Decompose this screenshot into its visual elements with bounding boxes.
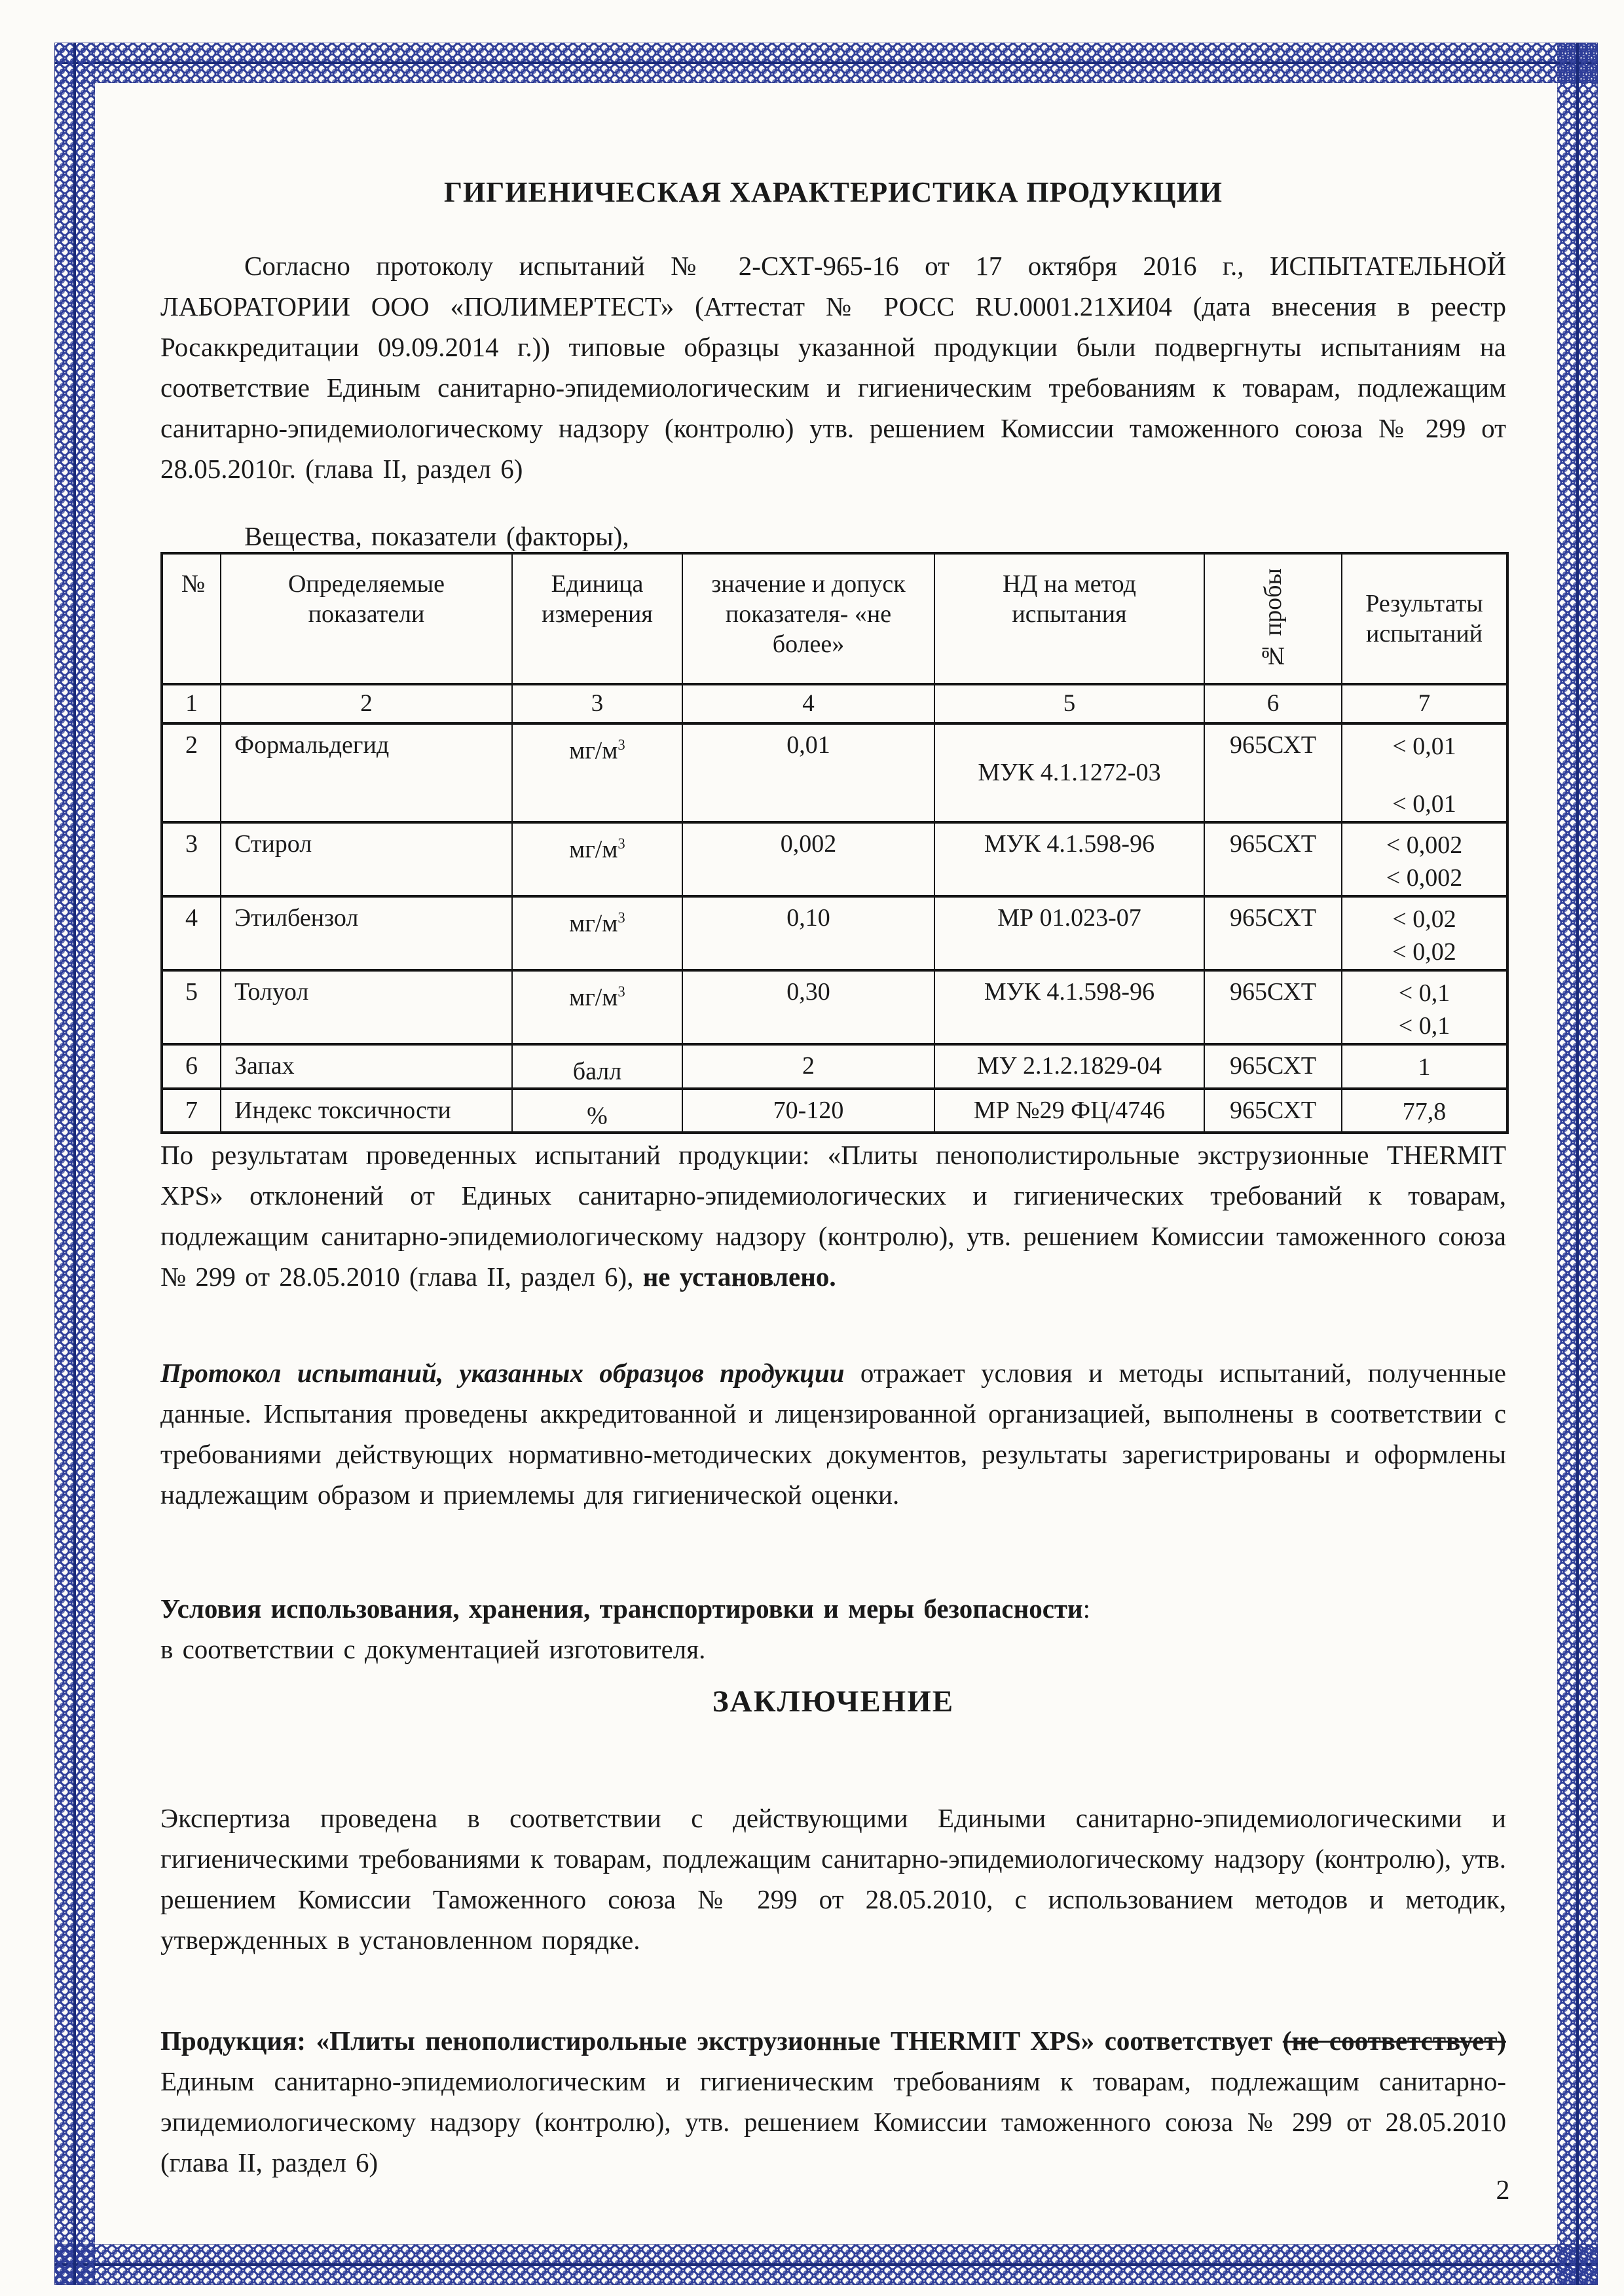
border-top-band xyxy=(54,43,1598,83)
protocol-lead-text: Протокол испытаний, указанных образцов продукции xyxy=(160,1358,845,1388)
sample-cell: 965СХТ xyxy=(1204,896,1342,970)
table-row xyxy=(162,1089,1507,1133)
product-paragraph xyxy=(160,2020,1506,2183)
indicator-cell: Формальдегид xyxy=(221,723,512,822)
conclusion-heading: ЗАКЛЮЧЕНИЕ xyxy=(712,1685,955,1719)
header-sample xyxy=(1204,553,1342,684)
row-num: 5 xyxy=(162,970,221,1044)
colnum-1: 1 xyxy=(162,684,221,723)
expertise-paragraph: Экспертиза проведена в соответствии с действующими Едиными санитарно-эпидемиологическими и гигиеническими требованиями к товарам, подлежащим санитарно-эпидемиологическому надзору (контролю), утв. решением Комиссии Таможенного союза № 299 от 28.05.2010, с использованием методов и методик, утвержденных в установленном порядке. xyxy=(160,1803,1506,1955)
indicator-cell: Этилбензол xyxy=(221,896,512,970)
unit-base: мг/м xyxy=(569,737,618,765)
table-header-row xyxy=(162,553,1507,684)
limit-cell: 0,30 xyxy=(682,970,934,1044)
unit-sup: 3 xyxy=(618,909,625,926)
result-line: 77,8 xyxy=(1402,1097,1447,1125)
result-line: < 0,02 xyxy=(1392,905,1456,933)
unit-cell xyxy=(512,896,682,970)
method-cell: МУК 4.1.598-96 xyxy=(934,970,1204,1044)
result-line: < 0,01 xyxy=(1392,733,1456,760)
method-cell: МУК 4.1.598-96 xyxy=(934,822,1204,896)
result-cell xyxy=(1342,1044,1507,1089)
protocol-paragraph xyxy=(160,1353,1506,1515)
result-cell xyxy=(1342,896,1507,970)
unit-sup: 3 xyxy=(618,835,625,852)
table-row xyxy=(162,970,1507,1044)
results-paragraph xyxy=(160,1135,1506,1297)
indicator-cell: Толуол xyxy=(221,970,512,1044)
unit-base: мг/м xyxy=(569,983,618,1011)
colnum-7: 7 xyxy=(1342,684,1507,723)
result-line: < 0,01 xyxy=(1392,790,1456,818)
border-right-band xyxy=(1557,43,1598,2285)
unit-base: мг/м xyxy=(569,909,618,938)
indicator-cell: Запах xyxy=(221,1044,512,1089)
colnum-4: 4 xyxy=(682,684,934,723)
conditions-heading-line xyxy=(160,1588,1506,1629)
limit-cell: 0,002 xyxy=(682,822,934,896)
product-lead-text: Продукция: «Плиты пенополистирольные экструзионные THERMIT XPS» соответствует xyxy=(160,2026,1283,2056)
protocol-rest-text: отражает условия и методы испытаний, полученные данные. Испытания проведены аккредитованной и лицензированной организацией, выполнены в соответствии с требованиями действующих нормативно-методических документов, результаты зарегистрированы и оформлены надлежащим образом и приемлемы для гигиенической оценки. xyxy=(160,1358,1507,1510)
sample-cell: 965СХТ xyxy=(1204,970,1342,1044)
substances-caption: Вещества, показатели (факторы), xyxy=(244,521,629,551)
border-bottom-band xyxy=(54,2244,1598,2285)
colnum-5: 5 xyxy=(934,684,1204,723)
unit-cell xyxy=(512,822,682,896)
sample-cell: 965СХТ xyxy=(1204,1044,1342,1089)
table-row xyxy=(162,1044,1507,1089)
result-cell xyxy=(1342,970,1507,1044)
unit-base: мг/м xyxy=(569,835,618,864)
row-num: 7 xyxy=(162,1089,221,1133)
table-row xyxy=(162,896,1507,970)
header-number: № xyxy=(162,553,221,684)
method-cell: МР 01.023-07 xyxy=(934,896,1204,970)
not-established-text: не установлено. xyxy=(642,1262,836,1292)
sample-cell: 965СХТ xyxy=(1204,723,1342,822)
results-text: По результатам проведенных испытаний продукции: «Плиты пенополистирольные экструзионные THERMIT XPS» отклонений от Единых санитарно-эпидемиологических и гигиенических требований к товарам, подлежащим санитарно-эпидемиологическому надзору (контролю), утв. решением Комиссии таможенного союза № 299 от 28.05.2010 (глава II, раздел 6), xyxy=(160,1140,1506,1292)
result-line: 1 xyxy=(1418,1053,1431,1081)
unit-cell xyxy=(512,970,682,1044)
sample-header-vertical-text: № пробы xyxy=(1259,568,1287,670)
method-cell: МУ 2.1.2.1829-04 xyxy=(934,1044,1204,1089)
row-num: 6 xyxy=(162,1044,221,1089)
header-method: НД на метод испытания xyxy=(934,553,1204,684)
column-numbering-row xyxy=(162,684,1507,723)
unit-base: % xyxy=(587,1102,608,1130)
sample-cell: 965СХТ xyxy=(1204,1089,1342,1133)
row-num: 2 xyxy=(162,723,221,822)
unit-base: балл xyxy=(572,1057,622,1085)
table-row xyxy=(162,723,1507,822)
indicator-cell: Индекс токсичности xyxy=(221,1089,512,1133)
colnum-2: 2 xyxy=(221,684,512,723)
product-struck-text: (не соответствует) xyxy=(1282,2026,1506,2056)
header-unit: Единица измерения xyxy=(512,553,682,684)
header-limit: значение и допуск показателя- «не более» xyxy=(682,553,934,684)
unit-cell xyxy=(512,723,682,822)
limit-cell: 70-120 xyxy=(682,1089,934,1133)
result-line: < 0,02 xyxy=(1392,938,1456,966)
conditions-paragraph xyxy=(160,1588,1506,1669)
unit-sup: 3 xyxy=(618,983,625,1000)
method-cell: МР №29 ФЦ/4746 xyxy=(934,1089,1204,1133)
colnum-6: 6 xyxy=(1204,684,1342,723)
limit-cell: 0,01 xyxy=(682,723,934,822)
border-left-band xyxy=(54,43,95,2285)
colnum-3: 3 xyxy=(512,684,682,723)
result-cell xyxy=(1342,723,1507,822)
row-num: 3 xyxy=(162,822,221,896)
limit-cell: 2 xyxy=(682,1044,934,1089)
indicator-cell: Стирол xyxy=(221,822,512,896)
intro-paragraph: Согласно протоколу испытаний № 2-СХТ-965-16 от 17 октября 2016 г., ИСПЫТАТЕЛЬНОЙ ЛАБОРАТОРИИ ООО «ПОЛИМЕРТЕСТ» (Аттестат № РОСС RU.0001.21ХИ04 (дата внесения в реестр Росаккредитации 09.09.2014 г.)) типовые образцы указанной продукции были подвергнуты испытаниям на соответствие Единым санитарно-эпидемиологическим и гигиеническим требованиям к товарам, подлежащим санитарно-эпидемиологическому надзору (контролю) утв. решением Комиссии таможенного союза № 299 от 28.05.2010г. (глава II, раздел 6) xyxy=(160,251,1506,484)
unit-cell xyxy=(512,1089,682,1133)
conditions-colon: : xyxy=(1082,1594,1091,1624)
result-cell xyxy=(1342,1089,1507,1133)
table-row xyxy=(162,822,1507,896)
row-num: 4 xyxy=(162,896,221,970)
unit-sup: 3 xyxy=(618,737,625,753)
page-title: ГИГИЕНИЧЕСКАЯ ХАРАКТЕРИСТИКА ПРОДУКЦИИ xyxy=(444,176,1223,208)
header-results: Результаты испытаний xyxy=(1342,553,1507,684)
result-line: < 0,1 xyxy=(1398,979,1450,1007)
result-line: < 0,002 xyxy=(1386,831,1463,859)
substances-table-wrap xyxy=(160,552,1506,1134)
unit-cell xyxy=(512,1044,682,1089)
limit-cell: 0,10 xyxy=(682,896,934,970)
method-cell: МУК 4.1.1272-03 xyxy=(934,723,1204,822)
page-number: 2 xyxy=(1496,2176,1510,2206)
conditions-text: в соответствии с документацией изготовителя. xyxy=(160,1634,706,1664)
result-cell xyxy=(1342,822,1507,896)
product-rest-text: Единым санитарно-эпидемиологическим и гигиеническим требованиям к товарам, подлежащим санитарно-эпидемиологическому надзору (контролю), утв. решением Комиссии таможенного союза № 299 от 28.05.2010 (глава II, раздел 6) xyxy=(160,2066,1506,2178)
header-indicators: Определяемые показатели xyxy=(221,553,512,684)
result-line: < 0,002 xyxy=(1386,864,1463,892)
substances-table xyxy=(160,552,1509,1134)
sample-cell: 965СХТ xyxy=(1204,822,1342,896)
conditions-heading: Условия использования, хранения, транспортировки и меры безопасности xyxy=(160,1594,1083,1624)
result-line: < 0,1 xyxy=(1398,1012,1450,1040)
